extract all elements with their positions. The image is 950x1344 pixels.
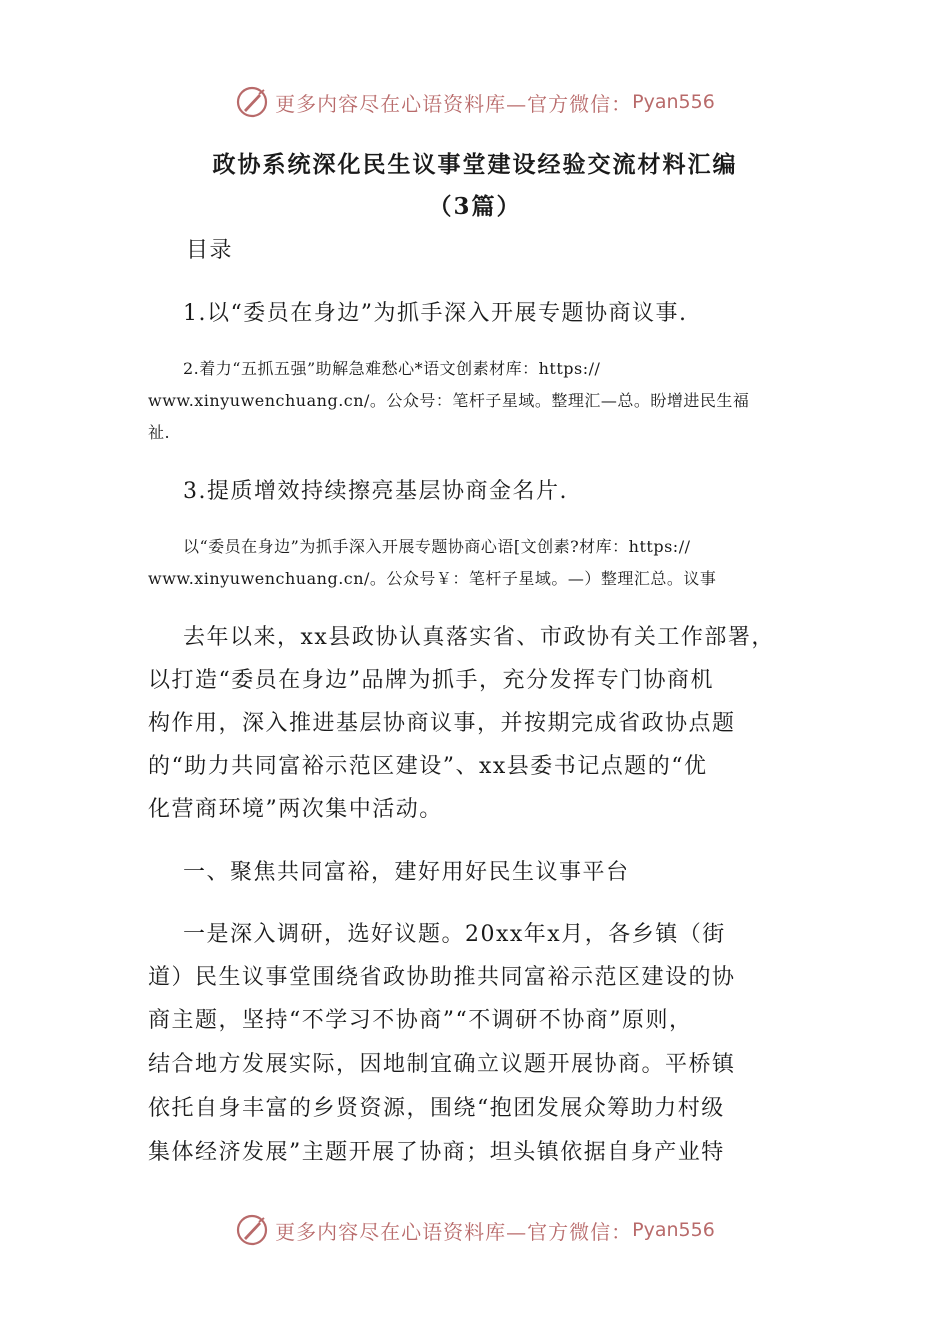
- toc-item-3: 3.提质增效持续擦亮基层协商金名片.: [183, 479, 568, 504]
- paragraph-2-line-3: 商主题，坚持“不学习不协商”“不调研不协商”原则，: [148, 1008, 693, 1033]
- toc-item-2-line-1: 2.着力“五抓五强”助解急难愁心*语文创素材库：https://: [183, 359, 601, 378]
- watermark-text: 更多内容尽在心语资料库—官方微信：: [275, 1219, 633, 1244]
- paragraph-1-line-5: 化营商环境”两次集中活动。: [148, 797, 443, 822]
- paragraph-2-line-4: 结合地方发展实际，因地制宜确立议题开展协商。平桥镇: [148, 1052, 736, 1077]
- quill-logo-icon: [235, 85, 269, 119]
- paragraph-2-line-2: 道）民生议事堂围绕省政协助推共同富裕示范区建设的协: [148, 965, 736, 990]
- watermark-header: [0, 82, 950, 122]
- watermark-footer: [0, 1210, 950, 1250]
- article-heading-line-1: 以“委员在身边”为抓手深入开展专题协商心语[文创素?材库：https://: [183, 537, 691, 556]
- toc-item-2-line-2: www.xinyuwenchuang.cn/。公众号：笔杆子星域。整理汇—总。盼增进民生福: [148, 391, 750, 410]
- toc-item-2-line-3: 祉.: [148, 423, 171, 442]
- document-subtitle: （3篇）: [428, 193, 522, 220]
- document-title: 政协系统深化民生议事堂建设经验交流材料汇编: [212, 151, 738, 178]
- quill-logo-icon: [235, 1213, 269, 1247]
- paragraph-1-line-1: 去年以来，xx县政协认真落实省、市政协有关工作部署，: [183, 625, 775, 650]
- paragraph-1-line-4: 的“助力共同富裕示范区建设”、xx县委书记点题的“优: [148, 754, 708, 779]
- toc-heading: 目录: [186, 238, 234, 263]
- watermark-handle: Pyan556: [632, 91, 715, 113]
- paragraph-2-line-6: 集体经济发展”主题开展了协商；坦头镇依据自身产业特: [148, 1140, 725, 1165]
- article-heading-line-2: www.xinyuwenchuang.cn/。公众号￥：笔杆子星域。—）整理汇总。议事: [148, 569, 717, 588]
- paragraph-2-line-1: 一是深入调研，选好议题。20xx年x月，各乡镇（街: [183, 922, 726, 947]
- paragraph-2-line-5: 依托自身丰富的乡贤资源，围绕“抱团发展众筹助力村级: [148, 1096, 725, 1121]
- toc-item-1: 1.以“委员在身边”为抓手深入开展专题协商议事.: [183, 301, 688, 326]
- watermark-text: 更多内容尽在心语资料库—官方微信：: [275, 91, 633, 116]
- paragraph-1-line-2: 以打造“委员在身边”品牌为抓手，充分发挥专门协商机: [148, 668, 714, 693]
- paragraph-1-line-3: 构作用，深入推进基层协商议事，并按期完成省政协点题: [148, 711, 736, 736]
- watermark-handle: Pyan556: [632, 1219, 715, 1241]
- section-heading-1: 一、聚焦共同富裕，建好用好民生议事平台: [183, 860, 630, 885]
